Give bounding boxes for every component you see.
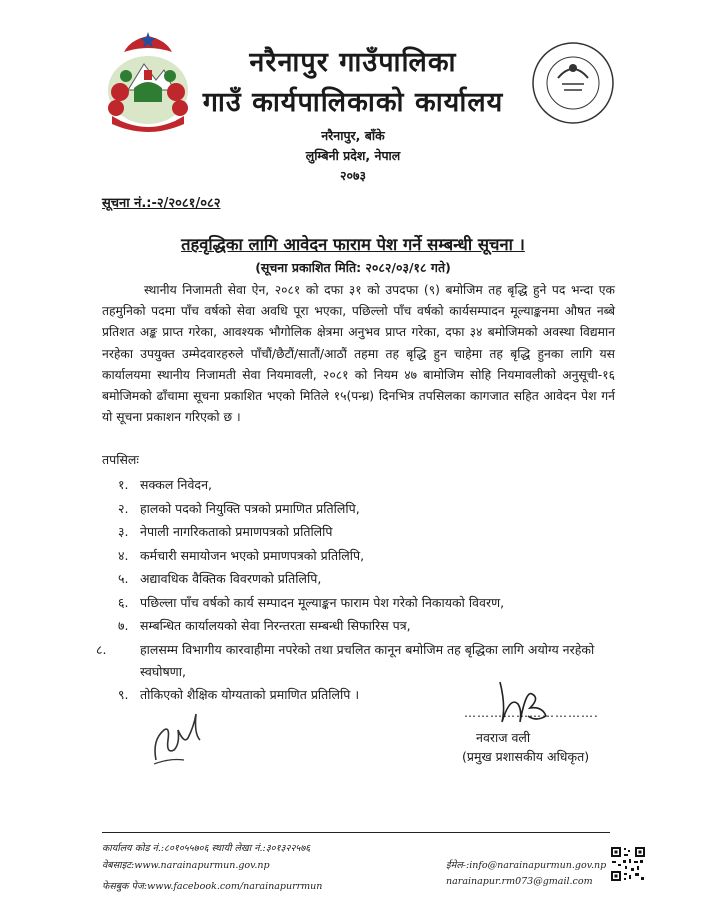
list-item: ७. सम्बन्धित कार्यालयको सेवा निरन्तरता सम्बन्धी सिफारिस पत्र, bbox=[118, 618, 411, 633]
list-item: ५. अद्यावधिक वैक्तिक विवरणको प्रतिलिपि, bbox=[118, 571, 322, 586]
office-name: नरैनापुर गाउँपालिका bbox=[249, 47, 457, 78]
notice-title: तहवृद्धिका लागि आवेदन फाराम पेश गर्ने सम्बन्धी सूचना । bbox=[181, 235, 525, 254]
notice-body: स्थानीय निजामती सेवा ऐन, २०८१ को दफा ३१ को उपदफा (९) बमोजिम तह बृद्धि हुने पद भन्दा एक तहमुनिको पदमा पाँच वर्षको सेवा अवधि पूरा भएका, पछिल्लो पाँच वर्षको कार्यसम्पादन मूल्याङ्कनमा औषत नब्बे प्रतिशत अङ्क प्राप्त गरेका, आवश्यक भौगोलिक क्षेत्रमा अनुभव प्राप्त गरेका, दफा ३४ बमोजिमको अवस्था विद्यमान नरहेका उपयुक्त उम्मेदवारहरुले पाँचौं/छैटौं/सातौं/आठौं तहमा तह बृद्धि हुन चाहेमा तह बृद्धि हुनका लागि यस कार्यालयमा स्थानीय निजामती सेवा नियमावली, २०८१ को नियम ४७ बामोजिम सोहि नियमावलीको अनुसूची-१६ बमोजिमको ढाँचामा सूचना प्रकाशित भएको मितिले १५(पन्ध्र) दिनभित्र तपसिलका कागजात सहित आवेदन पेश गर्न यो सूचना प्रकाशन गरिएको छ । bbox=[102, 283, 615, 425]
list-item: ६. पछिल्ला पाँच वर्षको कार्य सम्पादन मूल्याङ्कन फाराम पेश गरेको निकायको विवरण, bbox=[118, 594, 505, 610]
published-date: (सूचना प्रकाशित मिति: २०८२/०३/१८ गते) bbox=[255, 260, 451, 275]
list-item: ४. कर्मचारी समायोजन भएको प्रमाणपत्रको प्रतिलिपि, bbox=[118, 547, 365, 563]
notice-number: सूचना नं.:-२/२०८१/०८२ bbox=[102, 196, 221, 211]
established-year: २०७३ bbox=[339, 168, 366, 183]
address-line1: नरैनापुर, बाँके bbox=[321, 128, 385, 143]
list-heading: तपसिलः bbox=[102, 452, 139, 467]
facebook-link[interactable]: फेसबुक पेज:www.facebook.com/narainapurrmun bbox=[102, 881, 323, 892]
list-item: ९. तोकिएको शैक्षिक योग्यताको प्रमाणित प्रतिलिपि । bbox=[118, 687, 360, 702]
office-subtitle: गाउँ कार्यपालिकाको कार्यालय bbox=[202, 87, 504, 118]
footer-divider bbox=[102, 832, 610, 833]
signatory-designation: (प्रमुख प्रशासकीय अधिकृत) bbox=[462, 749, 590, 764]
email-link[interactable]: ईमेल-:info@narainapurmun.gov.np bbox=[446, 860, 607, 871]
address-line2: लुम्बिनी प्रदेश, नेपाल bbox=[305, 148, 401, 163]
website-link[interactable]: वेबसाइट:www.narainapurmun.gov.np bbox=[102, 860, 270, 871]
office-seal-icon bbox=[528, 38, 618, 128]
handwritten-signature-left bbox=[150, 700, 210, 770]
list-item: ३. नेपाली नागरिकताको प्रमाणपत्रको प्रतिलिपि bbox=[118, 524, 333, 539]
email-link-secondary[interactable]: narainapur.rm073@gmail.com bbox=[446, 876, 593, 887]
list-item: २. हालको पदको नियुक्ति पत्रको प्रमाणित प्रतिलिपि, bbox=[118, 500, 360, 516]
document-list bbox=[96, 474, 618, 708]
qr-code-icon bbox=[610, 846, 646, 882]
signature-line: …………………………. bbox=[464, 706, 599, 720]
signatory-name: नवराज वली bbox=[476, 730, 531, 745]
office-code: कार्यालय कोड नं.:८०१०५५७०६ स्थायी लेखा नं.:३०१३२२५७६ bbox=[102, 843, 311, 854]
list-item: ८. हालसम्म विभागीय कारवाहीमा नपरेको तथा प्रचलित कानून बमोजिम तह बृद्धिका लागि अयोग्य नरहेको स्वघोषणा, bbox=[96, 641, 595, 679]
list-item: १. सक्कल निवेदन, bbox=[118, 477, 212, 492]
